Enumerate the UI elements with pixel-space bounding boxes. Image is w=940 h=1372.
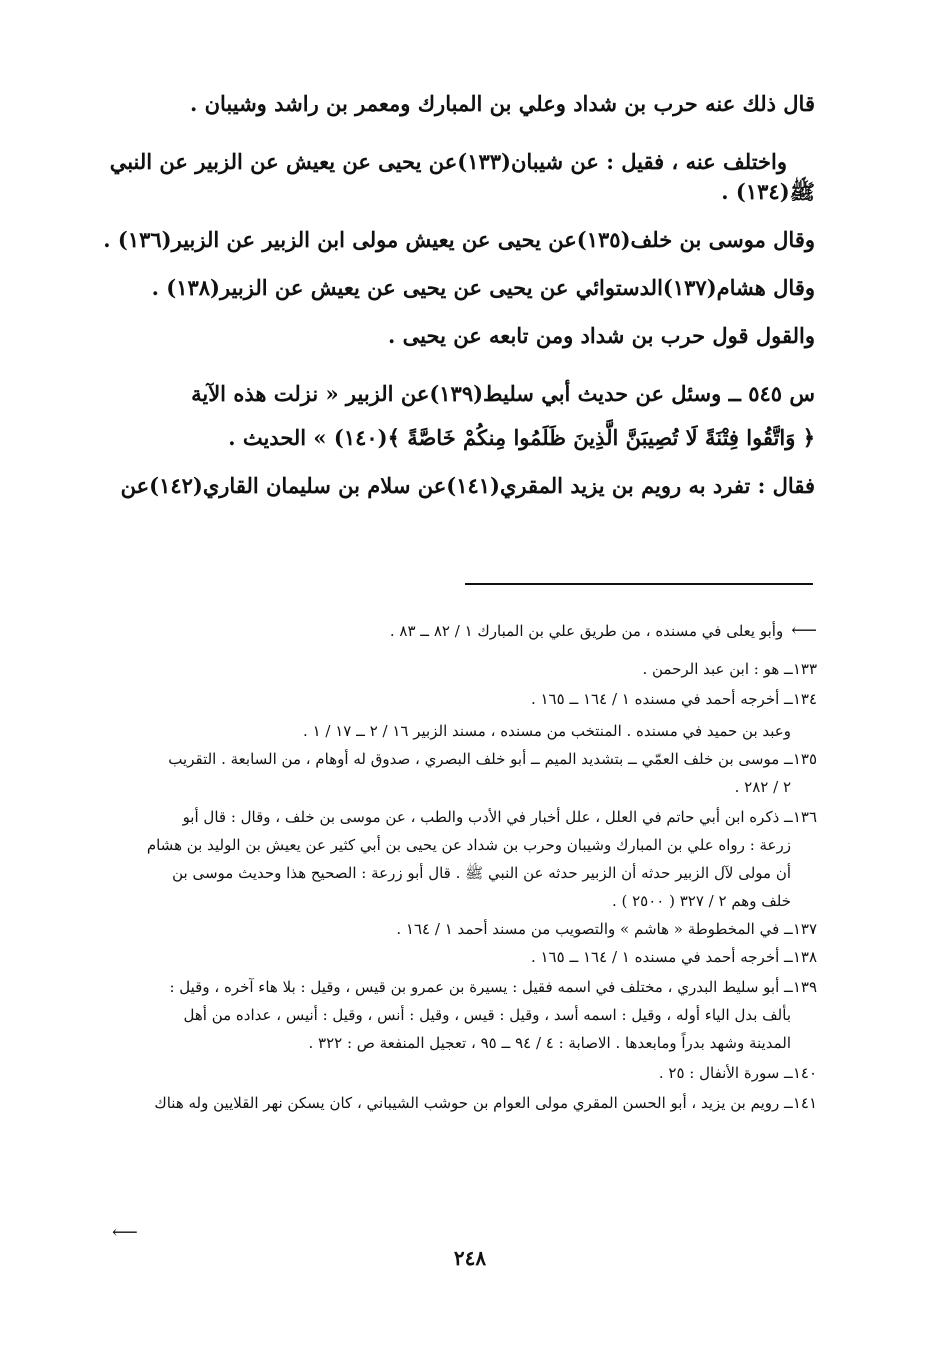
quran-verse: ﴿ وَاتَّقُوا فِتْنَةً لَا تُصِيبَنَّ الَّذِينَ ظَلَمُوا مِنكُمْ خَاصَّةً ﴾(١٤٠) » الحديث . [228,425,815,450]
footnotes [105,620,817,1114]
main-line: فقال : تفرد به رويم بن يزيد المقري(١٤١)عن سلام بن سليمان القاري(١٤٢)عن [120,473,815,498]
main-line: وقال هشام(١٣٧)الدستوائي عن يحيى عن يحيى عن يعيش عن الزبير(١٣٨) . [151,275,815,300]
footnote: أن مولى لآل الزبير حدثه أن الزبير حدثه عن النبي ﷺ . قال أبو زرعة : الصحيح هذا وحديث موسى بن [172,864,791,882]
main-text [105,92,815,498]
main-line: واختلف عنه ، فقيل : عن شيبان(١٣٣)عن يحيى عن يعيش عن الزبير عن النبي [109,149,787,174]
footnote: ١٣٨ــ أخرجه أحمد في مسنده ١ / ١٦٤ ــ ١٦٥ . [530,948,817,966]
footnote: ١٣٣ــ هو : ابن عبد الرحمن . [642,660,817,678]
footnote: ١٣٧ــ في المخطوطة « هاشم » والتصويب من مسند أحمد ١ / ١٦٤ . [396,920,817,938]
footnote: ١٣٩ــ أبو سليط البدري ، مختلف في اسمه فقيل : يسيرة بن عمرو بن قيس ، وقيل : بلا هاء آخره ، وقيل : [169,978,817,996]
main-line: والقول قول حرب بن شداد ومن تابعه عن يحيى . [388,323,815,348]
arrow-left-icon: ⟵ [791,620,817,641]
arrow-left-icon: ⟵ [112,1222,138,1243]
footnote: ١٣٤ــ أخرجه أحمد في مسنده ١ / ١٦٤ ــ ١٦٥ . [530,690,817,708]
footnote-carry-over [105,620,817,642]
footnote: وعبد بن حميد في مسنده . المنتخب من مسنده ، مسند الزبير ١٦ / ٢ ــ ١٧ / ١ . [303,722,791,740]
page-number: ٢٤٨ [453,1246,487,1270]
question-heading: س ٥٤٥ ــ وسئل عن حديث أبي سليط(١٣٩)عن الزبير « نزلت هذه الآية [191,381,815,406]
footnote: المدينة وشهد بدراً ومابعدها . الاصابة : ٤ / ٩٤ ــ ٩٥ ، تعجيل المنفعة ص : ٣٢٢ . [308,1034,791,1052]
main-line: قال ذلك عنه حرب بن شداد وعلي بن المبارك ومعمر بن راشد وشيبان . [189,91,815,116]
footnote: ١٤٠ــ سورة الأنفال : ٢٥ . [658,1064,817,1082]
main-line: وقال موسى بن خلف(١٣٥)عن يحيى عن يعيش مولى ابن الزبير عن الزبير(١٣٦) . [103,227,815,252]
footnote-text: وأبو يعلى في مسنده ، من طريق علي بن المبارك ١ / ٨٢ ــ ٨٣ . [389,622,784,640]
footnote-separator [465,583,813,585]
main-line: ﷺ(١٣٤) . [721,179,815,204]
footnote: زرعة : رواه علي بن المبارك وشيبان وحرب بن شداد عن يحيى بن أبي كثير عن يعيش بن الوليد بن هشام [146,836,791,854]
footnote: ١٣٥ــ موسى بن خلف العمّي ــ بتشديد الميم ــ أبو خلف البصري ، صدوق له أوهام ، من السابعة . التقريب [168,750,817,768]
footnote: ١٤١ــ رويم بن يزيد ، أبو الحسن المقري مولى العوام بن حوشب الشيباني ، كان يسكن نهر القلايين وله هناك [154,1094,817,1112]
footnote: ١٣٦ــ ذكره ابن أبي حاتم في العلل ، علل أخبار في الأدب والطب ، عن موسى بن خلف ، وقال : قال أبو [182,808,817,826]
footnote: خلف وهم ٢ / ٣٢٧ ( ٢٥٠٠ ) . [611,892,791,910]
footnote: بألف بدل الياء أوله ، وقيل : اسمه أسد ، وقيل : قيس ، وقيل : أنس ، وقيل : أنيس ، عداده من أهل [183,1006,791,1024]
footnote: ٢ / ٢٨٢ . [734,778,791,796]
